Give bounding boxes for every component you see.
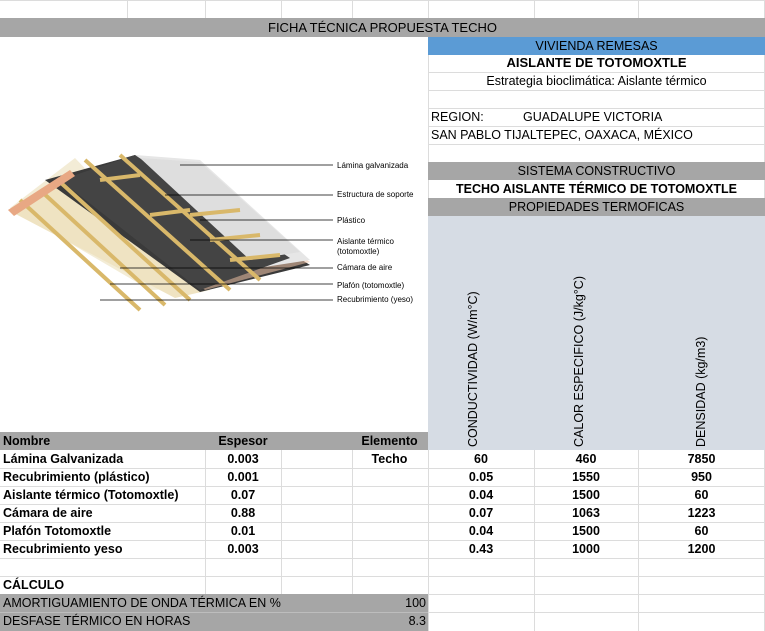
row-density: 60 (694, 488, 709, 502)
region-label: REGION: (431, 110, 484, 124)
label-insulation-sub: (totomoxtle) (337, 247, 380, 256)
row-density: 7850 (687, 452, 716, 466)
row-density: 1200 (687, 542, 716, 556)
label-support-structure: Estructura de soporte (337, 190, 414, 199)
row-name: Lámina Galvanizada (3, 452, 124, 466)
label-plaster-coating: Recubrimiento (yeso) (337, 295, 414, 304)
roof-section-diagram (0, 140, 340, 325)
specific-heat-header: CALOR ESPECIFICO (J/kg°C) (572, 276, 586, 447)
header-name: Nombre (3, 434, 51, 448)
row-conductivity: 60 (474, 452, 488, 466)
row-specific-heat: 1000 (572, 542, 600, 556)
lag-label: DESFASE TÉRMICO EN HORAS (3, 614, 191, 628)
row-specific-heat: 1550 (572, 470, 600, 484)
row-name: Aislante térmico (Totomoxtle) (3, 488, 179, 502)
conductivity-header: CONDUCTIVIDAD (W/m°C) (466, 291, 480, 447)
row-name: Recubrimiento (plástico) (3, 470, 150, 484)
table-row (0, 450, 765, 468)
region-value: GUADALUPE VICTORIA (523, 110, 663, 124)
row-density: 1223 (687, 506, 716, 520)
row-conductivity: 0.07 (468, 506, 494, 520)
properties-header: PROPIEDADES TERMOFICAS (428, 198, 765, 216)
project-header: VIVIENDA REMESAS (428, 37, 765, 55)
row-conductivity: 0.04 (468, 488, 494, 502)
row-conductivity: 0.43 (468, 542, 494, 556)
row-thickness: 0.07 (230, 488, 256, 502)
table-row (0, 468, 765, 486)
row-thickness: 0.003 (227, 452, 259, 466)
row-specific-heat: 460 (575, 452, 597, 466)
table-row (0, 522, 765, 540)
density-header: DENSIDAD (kg/m3) (694, 336, 708, 447)
row-density: 950 (691, 470, 712, 484)
sheet-title: FICHA TÉCNICA PROPUESTA TECHO (0, 18, 765, 37)
row-name: Recubrimiento yeso (3, 542, 123, 556)
material-title: AISLANTE DE TOTOMOXTLE (506, 55, 687, 70)
row-density: 60 (694, 524, 709, 538)
table-row (0, 504, 765, 522)
strategy-text: Estrategia bioclimática: Aislante térmico (486, 74, 707, 88)
calculation-title: CÁLCULO (3, 578, 65, 592)
table-row (0, 540, 765, 558)
row-specific-heat: 1063 (572, 506, 600, 520)
row-conductivity: 0.04 (468, 524, 494, 538)
row-specific-heat: 1500 (572, 488, 600, 502)
label-air-chamber: Cámara de aire (337, 263, 393, 272)
label-galvanized-sheet: Lámina galvanizada (337, 161, 409, 170)
table-header-labels (0, 432, 765, 450)
system-value: TECHO AISLANTE TÉRMICO DE TOTOMOXTLE (455, 182, 738, 196)
table-row (0, 486, 765, 504)
lag-value: 8.3 (408, 614, 426, 628)
label-plastic: Plástico (337, 216, 366, 225)
system-header: SISTEMA CONSTRUCTIVO (428, 162, 765, 180)
header-thickness: Espesor (218, 434, 268, 448)
label-insulation: Aislante térmico (337, 237, 394, 246)
row-name: Plafón Totomoxtle (3, 524, 112, 538)
row-element: Techo (371, 452, 408, 466)
label-ceiling: Plafón (totomoxtle) (337, 281, 405, 290)
row-thickness: 0.001 (227, 470, 259, 484)
row-thickness: 0.003 (227, 542, 259, 556)
row-name: Cámara de aire (3, 506, 93, 520)
damping-label: AMORTIGUAMIENTO DE ONDA TÉRMICA EN % (3, 596, 281, 610)
row-thickness: 0.88 (230, 506, 256, 520)
row-thickness: 0.01 (230, 524, 256, 538)
row-conductivity: 0.05 (468, 470, 494, 484)
row-specific-heat: 1500 (572, 524, 600, 538)
location-text: SAN PABLO TIJALTEPEC, OAXACA, MÉXICO (431, 128, 693, 142)
header-element: Elemento (361, 434, 418, 448)
damping-value: 100 (405, 596, 426, 610)
